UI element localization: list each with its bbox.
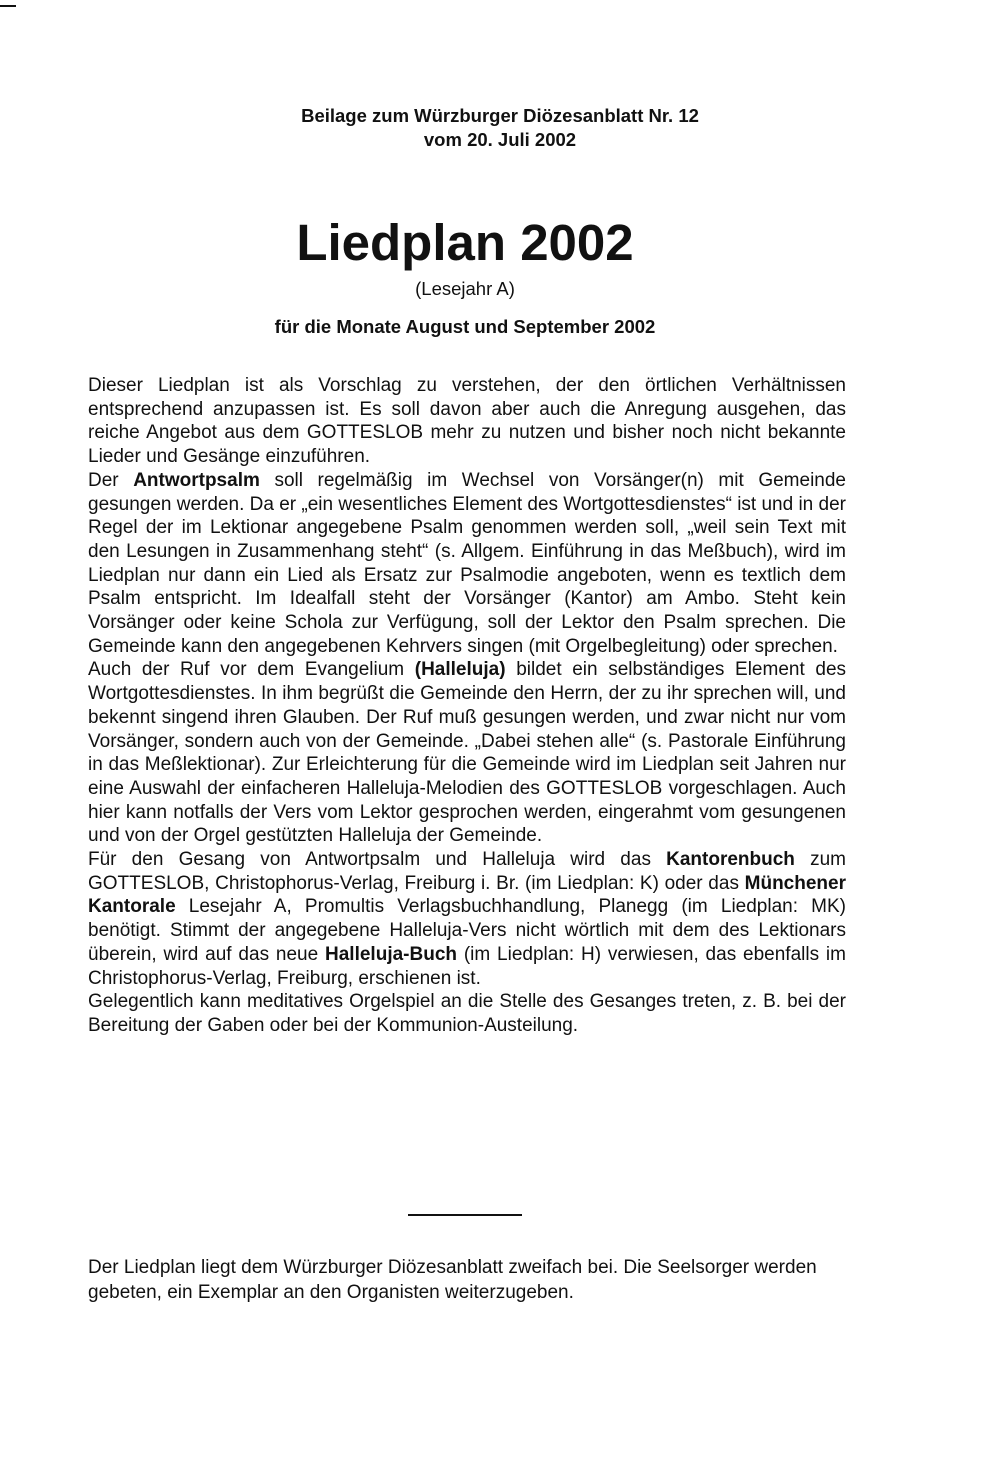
paragraph-antwortpsalm <box>88 469 846 659</box>
paragraph-text: Der <box>88 469 134 491</box>
page-subtitle: (Lesejahr A) <box>415 278 515 299</box>
paragraph-halleluja <box>88 658 846 848</box>
paragraph-organ: Gelegentlich kann meditatives Orgelspiel an die Stelle des Gesanges treten, z. B. bei der Bereitung der Gaben oder bei der Kommunion-Austeilung. <box>88 991 846 1036</box>
emphasis-muenchener-kantorale: Münchener Kantorale <box>88 872 846 918</box>
page-subheading: für die Monate August und September 2002 <box>274 316 656 337</box>
header-line-1: Beilage zum Würzburger Diözesanblatt Nr. 12 <box>301 105 699 126</box>
paragraph-text: Lesejahr A, Promultis Verlagsbuchhandlung, Planegg (im Liedplan: MK) benötigt. Stimmt der angegebene Halleluja-Vers nicht wörtlich mit dem des Lektionars überein, wird auf das neue <box>88 896 846 965</box>
section-divider <box>408 1214 522 1216</box>
footer-note: Der Liedplan liegt dem Würzburger Diözesanblatt zweifach bei. Die Seelsorger werden gebeten, ein Exemplar an den Organisten weiterzugeben. <box>88 1257 817 1303</box>
emphasis-antwortpsalm: Antwortpsalm <box>133 469 260 491</box>
paragraph-text: zum GOTTESLOB, Christophorus-Verlag, Freiburg i. Br. (im Liedplan: K) oder das <box>88 849 846 894</box>
supplement-header <box>0 104 1000 152</box>
body-text <box>88 374 846 1038</box>
emphasis-halleluja: (Halleluja) <box>414 659 506 681</box>
page-title: Liedplan 2002 <box>296 214 634 271</box>
paragraph-books <box>88 848 846 990</box>
emphasis-kantorenbuch: Kantorenbuch <box>666 849 795 871</box>
paragraph-intro: Dieser Liedplan ist als Vorschlag zu verstehen, der den örtlichen Verhältnissen entsprechend anzupassen ist. Es soll davon aber auch die Anregung ausgehen, das reiche Angebot aus dem GOTTESLOB mehr zu nutzen und bisher noch nicht bekannte Lieder und Gesänge einzuführen. <box>88 375 846 468</box>
paragraph-text: (im Liedplan: H) verwiesen, das ebenfalls im Christophorus-Verlag, Freiburg, erschienen ist. <box>88 943 846 989</box>
emphasis-halleluja-buch: Halleluja-Buch <box>325 943 457 965</box>
header-line-2: vom 20. Juli 2002 <box>423 129 577 150</box>
corner-mark <box>0 5 16 7</box>
paragraph-text: bildet ein selbständiges Element des Wortgottesdienstes. In ihm begrüßt die Gemeinde den Herrn, der zu ihr sprechen will, und bekennt singend ihren Glauben. Der Ruf muß gesungen werden, und zwar nicht nur vom Vorsänger, sondern auch von der Gemeinde. „Dabei stehen alle“ (s. Pastorale Einführung in das Meßlektionar). Zur Erleichterung für die Gemeinde wird im Liedplan seit Jahren nur eine Auswahl der einfacheren Halleluja-Melodien des GOTTESLOB vorgeschlagen. Auch hier kann notfalls der Vers vom Lektor gesprochen werden, eingerahmt vom gesungenen und von der Orgel gestützten Halleluja der Gemeinde. <box>88 659 847 847</box>
paragraph-text: soll regelmäßig im Wechsel von Vorsänger(n) mit Gemeinde gesungen werden. Da er „ein wesentliches Element des Wortgottesdienstes“ ist und in der Regel der im Lektionar angegebene Psalm genommen werden soll, „weil sein Text mit den Lesungen in Zusammenhang steht“ (s. Allgem. Einführung in das Meßbuch), wird im Liedplan nur dann ein Lied als Ersatz zur Psalmodie angeboten, wenn es textlich dem Psalm entspricht. Im Idealfall steht der Vorsänger (Kantor) am Ambo. Steht kein Vorsänger oder keine Schola zur Verfügung, soll der Lektor den Psalm sprechen. Die Gemeinde kann den angegebenen Kehrvers singen (mit Orgelbegleitung) oder sprechen. <box>88 469 846 657</box>
paragraph-text: Für den Gesang von Antwortpsalm und Halleluja wird das <box>88 849 667 871</box>
paragraph-text: Auch der Ruf vor dem Evangelium <box>88 659 415 681</box>
